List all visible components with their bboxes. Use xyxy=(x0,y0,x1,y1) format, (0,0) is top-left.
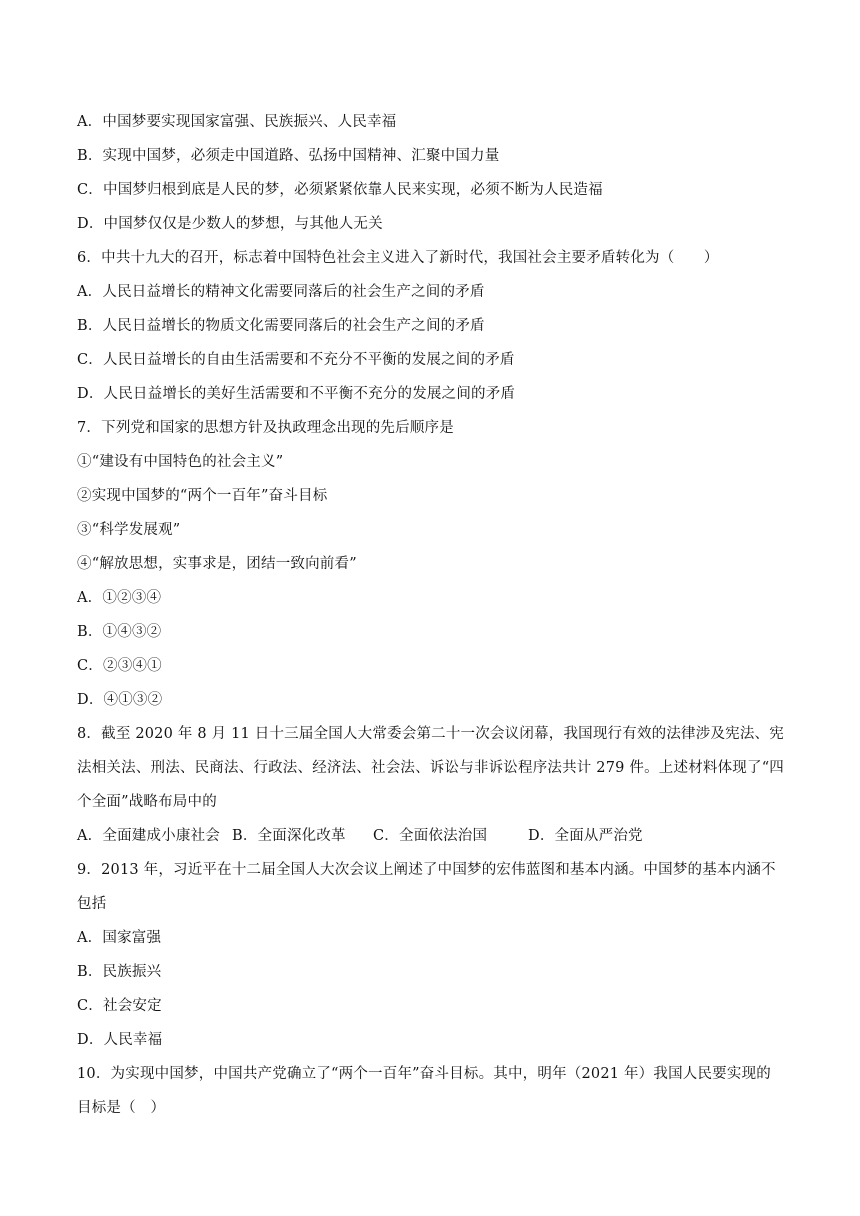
q7-item-1: ①“建设有中国特色的社会主义” xyxy=(77,454,284,470)
q8-option-c: C．全面依法治国 xyxy=(373,828,488,844)
q5-option-d: D．中国梦仅仅是少数人的梦想，与其他人无关 xyxy=(77,216,383,232)
q9-option-b: B．民族振兴 xyxy=(77,964,162,980)
q8-stem-line-3: 个全面”战略布局中的 xyxy=(77,794,217,810)
q9-stem-line-2: 包括 xyxy=(77,896,107,912)
q8-options xyxy=(77,826,643,846)
q6-option-b: B．人民日益增长的物质文化需要同落后的社会生产之间的矛盾 xyxy=(77,318,485,334)
q5-option-b: B．实现中国梦，必须走中国道路、弘扬中国精神、汇聚中国力量 xyxy=(77,148,500,164)
q9-stem-line-1: 9．2013 年，习近平在十二届全国人大次会议上阐述了中国梦的宏伟蓝图和基本内涵。中国梦的基本内涵不 xyxy=(77,862,776,878)
q6-option-d: D．人民日益增长的美好生活需要和不平衡不充分的发展之间的矛盾 xyxy=(77,386,516,402)
q8-option-d: D．全面从严治党 xyxy=(528,828,643,844)
q6-stem: 6．中共十九大的召开，标志着中国特色社会主义进入了新时代，我国社会主要矛盾转化为（ ） xyxy=(77,250,719,266)
q7-stem: 7．下列党和国家的思想方针及执政理念出现的先后顺序是 xyxy=(77,420,454,436)
q8-option-a: A．全面建成小康社会 xyxy=(77,828,220,844)
q7-option-c: C．②③④① xyxy=(77,658,162,674)
q7-option-d: D．④①③② xyxy=(77,692,163,708)
q7-item-4: ④“解放思想，实事求是，团结一致向前看” xyxy=(77,556,357,572)
q8-option-b: B．全面深化改革 xyxy=(232,828,346,844)
q7-option-b: B．①④③② xyxy=(77,624,162,640)
q7-option-a: A．①②③④ xyxy=(77,590,162,606)
q5-option-c: C．中国梦归根到底是人民的梦，必须紧紧依靠人民来实现，必须不断为人民造福 xyxy=(77,182,603,198)
q9-option-d: D．人民幸福 xyxy=(77,1032,163,1048)
q8-stem-line-2: 法相关法、刑法、民商法、行政法、经济法、社会法、诉讼与非诉讼程序法共计 279 件。上述材料体现了“四 xyxy=(77,760,785,776)
q7-item-2: ②实现中国梦的“两个一百年”奋斗目标 xyxy=(77,488,328,504)
q7-item-3: ③“科学发展观” xyxy=(77,522,181,538)
q5-option-a: A．中国梦要实现国家富强、民族振兴、人民幸福 xyxy=(77,114,397,130)
q10-stem-line-2: 目标是（ ） xyxy=(77,1100,166,1116)
q9-option-c: C．社会安定 xyxy=(77,998,162,1014)
q9-option-a: A．国家富强 xyxy=(77,930,162,946)
q8-stem-line-1: 8．截至 2020 年 8 月 11 日十三届全国人大常委会第二十一次会议闭幕，我国现行有效的法律涉及宪法、宪 xyxy=(77,726,784,742)
q10-stem-line-1: 10．为实现中国梦，中国共产党确立了“两个一百年”奋斗目标。其中，明年（2021 年）我国人民要实现的 xyxy=(77,1066,771,1082)
q6-option-a: A．人民日益增长的精神文化需要同落后的社会生产之间的矛盾 xyxy=(77,284,485,300)
q6-option-c: C．人民日益增长的自由生活需要和不充分不平衡的发展之间的矛盾 xyxy=(77,352,515,368)
